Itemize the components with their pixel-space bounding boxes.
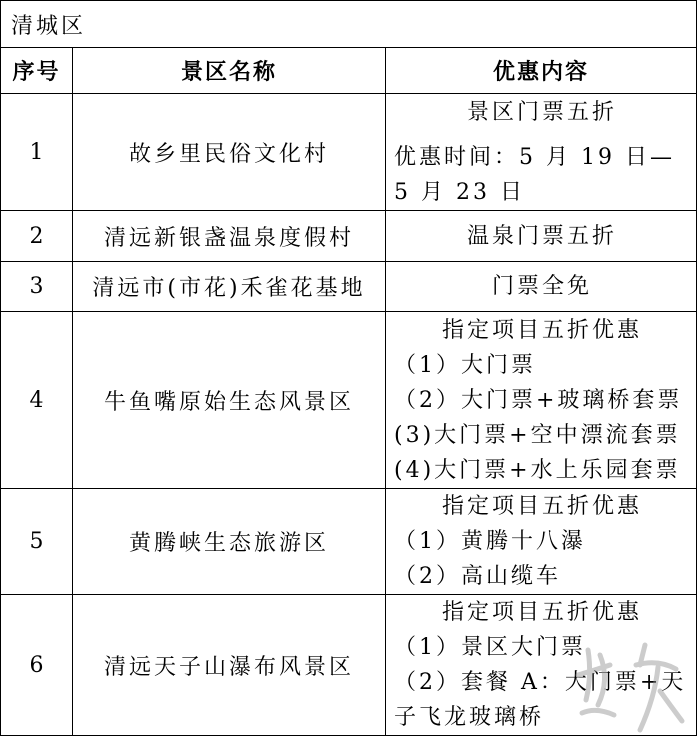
offer-cell — [386, 211, 697, 262]
header-offer: 优惠内容 — [386, 48, 697, 94]
header-row — [1, 48, 697, 94]
offer-title: 门票全免 — [491, 274, 592, 299]
scenic-spot-name: 故乡里民俗文化村 — [73, 94, 386, 211]
offer-item: （1）黄腾十八瀑 — [394, 529, 586, 554]
offer-item: 优惠时间：5 月 19 日—5 月 23 日 — [394, 144, 675, 205]
row-index: 2 — [1, 211, 73, 262]
offer-title: 指定项目五折优惠 — [441, 600, 642, 625]
offer-title: 温泉门票五折 — [466, 223, 617, 249]
offer-cell — [386, 262, 697, 312]
table-row-2 — [1, 211, 697, 262]
offer-cell — [386, 94, 697, 211]
offer-item: (4)大门票+水上乐园套票 — [394, 457, 681, 483]
offer-cell — [386, 489, 697, 595]
scenic-spot-name: 清远市(市花)禾雀花基地 — [73, 262, 386, 312]
district-title: 清城区 — [1, 1, 697, 48]
scenic-spot-name: 牛鱼嘴原始生态风景区 — [73, 312, 386, 489]
offer-item: (3)大门票+空中漂流套票 — [394, 422, 681, 448]
row-index: 3 — [1, 262, 73, 312]
scenic-spot-name: 黄腾峡生态旅游区 — [73, 489, 386, 595]
offer-item: （1）景区大门票 — [394, 635, 586, 660]
header-index: 序号 — [1, 48, 73, 94]
offer-title: 指定项目五折优惠 — [441, 494, 642, 519]
table-row-4 — [1, 312, 697, 489]
table-row-3 — [1, 262, 697, 312]
offer-cell — [386, 312, 697, 489]
offer-item: （2）大门票+玻璃桥套票 — [394, 387, 683, 413]
offer-title: 景区门票五折 — [466, 99, 617, 125]
offer-cell — [386, 595, 697, 736]
table-row-6 — [1, 595, 697, 736]
offer-item: （1）大门票 — [394, 352, 536, 378]
scenic-spot-name: 清远天子山瀑布风景区 — [73, 595, 386, 736]
header-name: 景区名称 — [73, 48, 386, 94]
row-index: 4 — [1, 312, 73, 489]
offer-item: （2）高山缆车 — [394, 564, 561, 589]
district-row — [1, 1, 697, 48]
table-row-1 — [1, 94, 697, 211]
row-index: 5 — [1, 489, 73, 595]
offer-title: 指定项目五折优惠 — [441, 317, 642, 343]
row-index: 6 — [1, 595, 73, 736]
offer-item: （2）套餐 A：大门票+天子飞龙玻璃桥 — [394, 670, 687, 730]
scenic-spot-name: 清远新银盏温泉度假村 — [73, 211, 386, 262]
table-row-5 — [1, 489, 697, 595]
row-index: 1 — [1, 94, 73, 211]
